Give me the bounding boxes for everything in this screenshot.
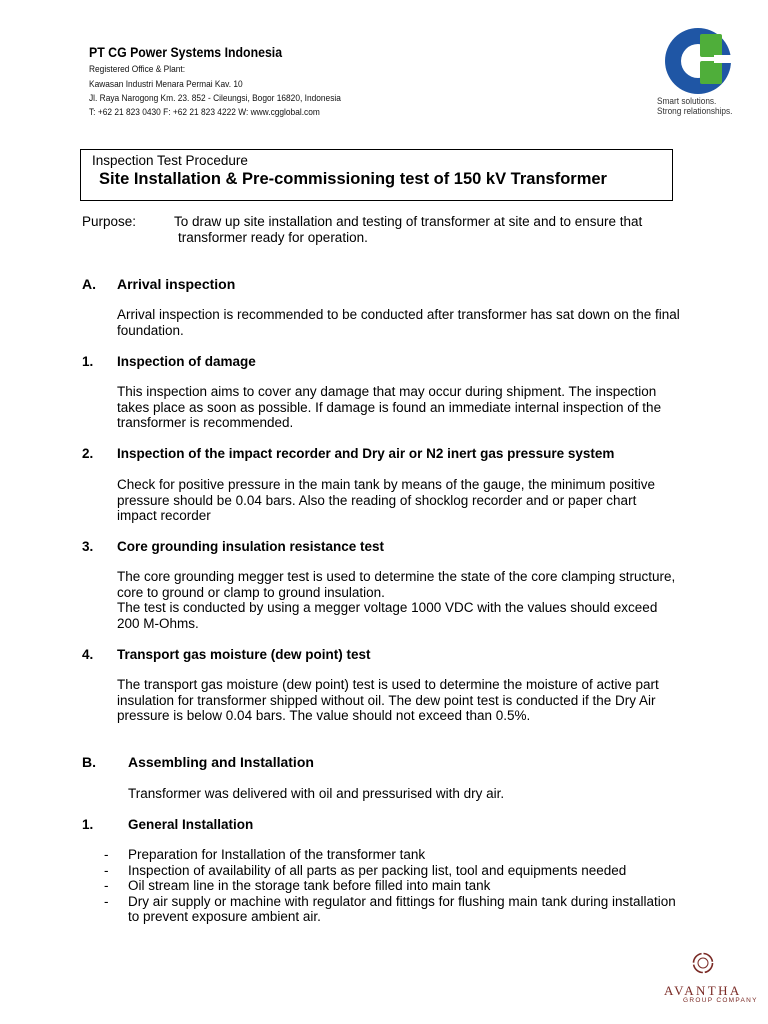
bullet-marker: - xyxy=(104,863,109,878)
section-a-intro: Arrival inspection is recommended to be conducted after transformer has sat down on the final foundation. xyxy=(117,307,680,338)
purpose-text: To draw up site installation and testing of transformer at site and to ensure that xyxy=(174,214,643,229)
item-body: Check for positive pressure in the main tank by means of the gauge, the minimum positive pressure should be 0.04 bars. Also the reading of shocklog recorder and or paper chart impact recorder xyxy=(117,477,656,523)
item-number: 4. xyxy=(82,647,94,662)
tagline-line: Strong relationships. xyxy=(657,106,733,116)
section-b-letter: B. xyxy=(82,754,96,770)
item-number: 2. xyxy=(82,446,94,461)
list-item: Dry air supply or machine with regulator and fittings for flushing main tank during installation xyxy=(128,894,676,909)
document-title: Site Installation & Pre-commissioning test of 150 kV Transformer xyxy=(99,170,607,188)
bullet-marker: - xyxy=(104,894,109,909)
item-heading: General Installation xyxy=(128,817,254,832)
document-type: Inspection Test Procedure xyxy=(92,153,248,168)
avantha-brand: AVANTHA xyxy=(664,983,742,998)
cg-logo-icon xyxy=(664,27,732,95)
item-body: This inspection aims to cover any damage that may occur during shipment. The inspection takes place as soon as possible. If damage is found an immediate internal inspection of the transformer is recommended. xyxy=(117,384,662,430)
item-number: 3. xyxy=(82,539,94,554)
item-body: The transport gas moisture (dew point) test is used to determine the moisture of active part insulation for transformer shipped without oil. The dew point test is conducted if the Dry Air pressure is below 0.04 bars. The value should not exceed than 0.5%. xyxy=(117,677,659,723)
address-line: T: +62 21 823 0430 F: +62 21 823 4222 W: www.cgglobal.com xyxy=(89,107,320,118)
purpose-label: Purpose: xyxy=(82,214,137,229)
avantha-mark-icon xyxy=(690,950,716,976)
section-b-heading: Assembling and Installation xyxy=(128,754,314,770)
list-item-continuation: to prevent exposure ambient air. xyxy=(128,909,321,924)
item-heading: Transport gas moisture (dew point) test xyxy=(117,647,371,662)
list-item: Preparation for Installation of the transformer tank xyxy=(128,847,426,862)
address-line: Jl. Raya Narogong Km. 23. 852 - Cileungsi, Bogor 16820, Indonesia xyxy=(89,93,341,104)
avantha-brand-sub: GROUP COMPANY xyxy=(683,997,758,1004)
purpose-text: transformer ready for operation. xyxy=(178,230,368,245)
section-a-letter: A. xyxy=(82,276,96,292)
section-b-intro: Transformer was delivered with oil and pressurised with dry air. xyxy=(128,786,505,801)
tagline-line: Smart solutions. xyxy=(657,96,717,106)
bullet-marker: - xyxy=(104,847,109,862)
title-box xyxy=(80,149,673,201)
item-body: The core grounding megger test is used to determine the state of the core clamping structure, core to ground or clamp to ground insulation. The test is conducted by using a megger voltage 1000 VDC with the values should exceed 200 M-Ohms. xyxy=(117,569,676,631)
section-a-heading: Arrival inspection xyxy=(117,276,236,292)
company-name: PT CG Power Systems Indonesia xyxy=(89,44,283,60)
list-item: Inspection of availability of all parts as per packing list, tool and equipments needed xyxy=(128,863,627,878)
item-heading: Core grounding insulation resistance test xyxy=(117,539,385,554)
item-number: 1. xyxy=(82,817,94,832)
address-line: Registered Office & Plant: xyxy=(89,64,186,75)
item-heading: Inspection of the impact recorder and Dry air or N2 inert gas pressure system xyxy=(117,446,615,461)
item-heading: Inspection of damage xyxy=(117,354,256,369)
bullet-marker: - xyxy=(104,878,109,893)
item-number: 1. xyxy=(82,354,94,369)
address-line: Kawasan Industri Menara Permai Kav. 10 xyxy=(89,79,243,90)
list-item: Oil stream line in the storage tank before filled into main tank xyxy=(128,878,491,893)
